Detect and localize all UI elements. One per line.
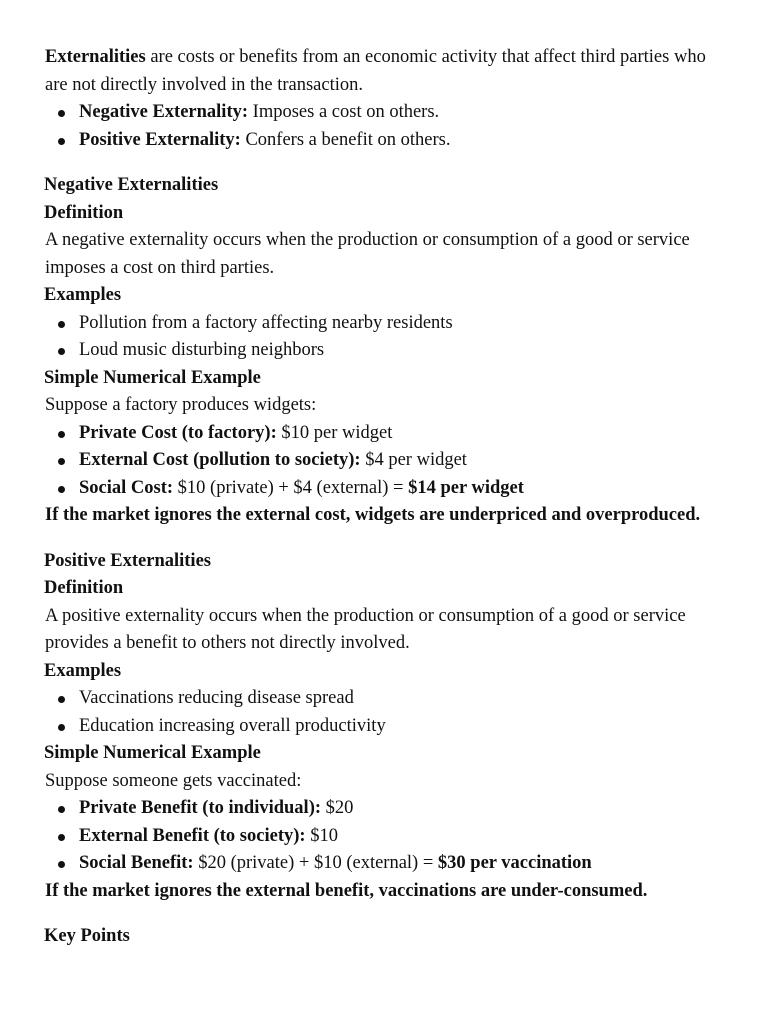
numerical-item [44, 795, 728, 823]
intro-term: Externalities [45, 47, 146, 67]
bullet-label: Positive Externality: [79, 129, 241, 150]
item-result: $14 per widget [408, 477, 524, 498]
section-title: Negative Externalities [44, 175, 219, 195]
item-text: $10 per widget [276, 422, 393, 443]
bullet-text: Confers a benefit on others. [240, 129, 451, 150]
item-text: $10 (private) + $4 (external) = [173, 477, 409, 498]
examples-list [44, 310, 728, 365]
definition-heading: Definition [44, 578, 124, 598]
examples-list [44, 685, 728, 740]
item-text: $20 (private) + $10 (external) = [193, 853, 438, 873]
conclusion-text: If the market ignores the external benefit, vaccinations are under-consumed. [45, 880, 648, 901]
numerical-list [44, 420, 728, 503]
item-label: Social Cost: [79, 477, 174, 498]
item-result: $30 per vaccination [437, 853, 592, 873]
numerical-heading: Simple Numerical Example [44, 743, 261, 763]
numerical-item [44, 475, 728, 503]
definition-heading: Definition [44, 202, 124, 223]
intro-bullet [44, 127, 728, 155]
section-title: Positive Externalities [44, 550, 211, 571]
positive-section [44, 548, 728, 906]
numerical-list [44, 795, 728, 878]
conclusion-text: If the market ignores the external cost, widgets are underpriced and overproduced. [45, 505, 701, 525]
negative-section [44, 172, 728, 530]
numerical-intro: Suppose a factory produces widgets: [45, 395, 317, 415]
definition-text: A positive externality occurs when the production or consumption of a good or service provides a benefit to others not directly involved. [45, 605, 686, 653]
item-label: Private Cost (to factory): [79, 422, 277, 443]
item-text: $20 [321, 798, 354, 818]
intro-bullet-list [44, 99, 728, 154]
item-label: External Cost (pollution to society): [79, 450, 361, 470]
example-item: Loud music disturbing neighbors [44, 337, 728, 365]
examples-heading: Examples [44, 285, 122, 305]
key-points-section [44, 923, 728, 951]
item-text: $4 per widget [360, 450, 467, 470]
numerical-heading: Simple Numerical Example [44, 367, 261, 388]
section-title: Key Points [44, 926, 130, 946]
bullet-text: Imposes a cost on others. [248, 102, 440, 122]
numerical-intro: Suppose someone gets vaccinated: [45, 770, 302, 791]
numerical-item [44, 420, 728, 448]
numerical-item [44, 823, 728, 851]
example-item: Education increasing overall productivity [44, 713, 728, 741]
numerical-item [44, 447, 728, 475]
intro-bullet [44, 99, 728, 127]
definition-text: A negative externality occurs when the production or consumption of a good or service imposes a cost on third parties. [45, 230, 690, 278]
item-label: Private Benefit (to individual): [79, 798, 322, 818]
numerical-item [44, 850, 728, 878]
item-label: Social Benefit: [79, 853, 194, 873]
bullet-label: Negative Externality: [79, 102, 249, 122]
example-item: Pollution from a factory affecting nearby residents [44, 310, 728, 338]
examples-heading: Examples [44, 660, 122, 681]
item-text: $10 [305, 825, 338, 846]
example-item: Vaccinations reducing disease spread [44, 685, 728, 713]
item-label: External Benefit (to society): [79, 825, 306, 846]
intro-section [44, 44, 728, 154]
intro-text: are costs or benefits from an economic activity that affect third parties who are not directly involved in the transaction. [45, 47, 706, 95]
intro-paragraph [44, 44, 728, 99]
